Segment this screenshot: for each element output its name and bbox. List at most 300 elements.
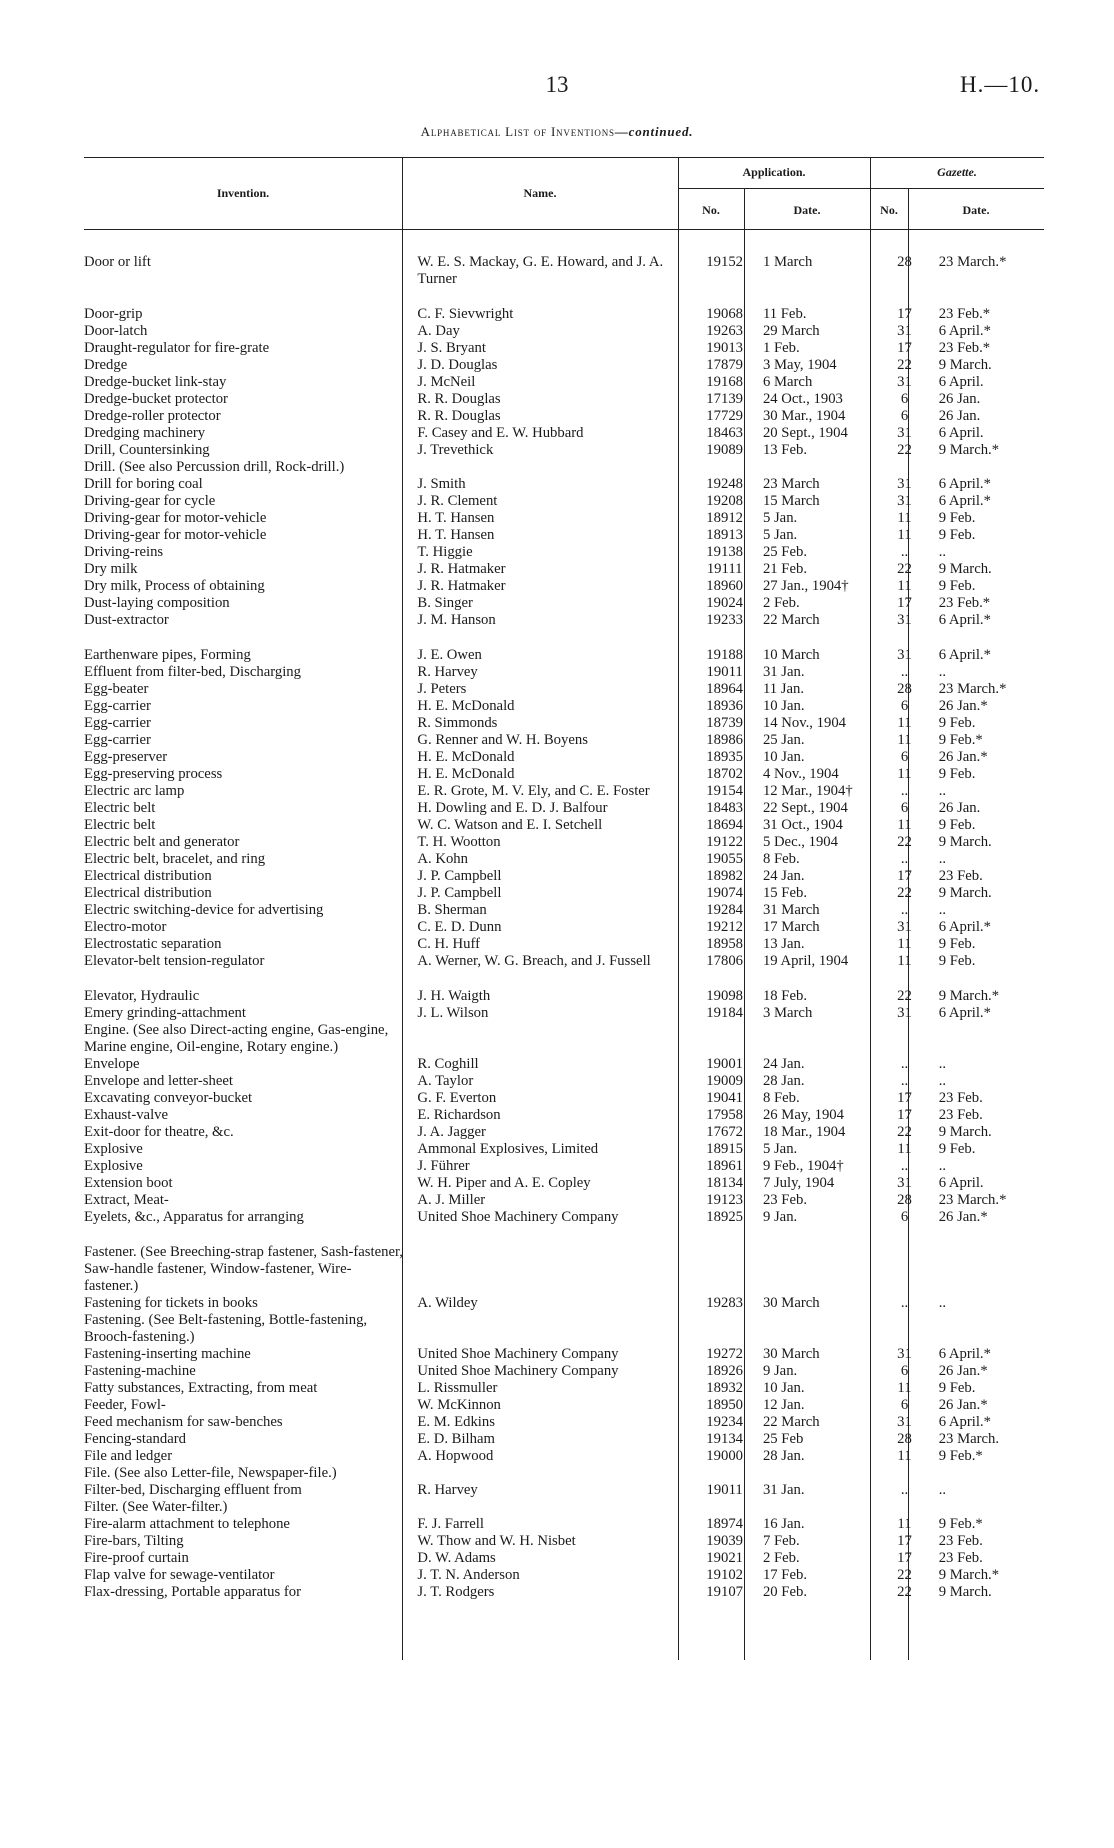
application-date-cell: 24 Oct., 1903: [762, 391, 843, 407]
name-cell: W. Thow and W. H. Nisbet: [417, 1533, 576, 1549]
name-cell: [411, 459, 696, 476]
application-date-cell: 12 Jan.: [762, 1397, 805, 1413]
page-title: [0, 124, 1114, 140]
application-date-cell: 10 Jan.: [762, 749, 805, 765]
application-number-cell: [696, 1499, 753, 1516]
name-cell: R. Harvey: [417, 664, 478, 680]
gazette-date-cell: 9 Feb.: [938, 510, 976, 526]
application-number-cell: 19021: [706, 1550, 743, 1566]
name-cell: R. Simmonds: [417, 715, 498, 731]
application-date-cell: 12 Mar., 1904†: [762, 783, 853, 799]
header-top-rule: [84, 157, 1044, 158]
application-number-cell: 19208: [706, 493, 743, 509]
table-row: [84, 254, 1044, 288]
gazette-date-cell: 9 Feb.: [938, 578, 976, 594]
gazette-number-cell: 31: [897, 1346, 912, 1362]
gazette-date-cell: ..: [938, 1295, 947, 1311]
table-row: [84, 1482, 1044, 1499]
application-date-cell: 15 Feb.: [762, 885, 807, 901]
invention-cell: Exit-door for theatre, &c.: [84, 1124, 234, 1140]
application-date-cell: 20 Sept., 1904: [762, 425, 848, 441]
application-date-cell: 30 Mar., 1904: [762, 408, 846, 424]
name-cell: E. D. Bilham: [417, 1431, 495, 1447]
header-bottom-rule: [84, 229, 1044, 230]
document-code: H.—10.: [960, 72, 1041, 97]
invention-cell: Extract, Meat-: [84, 1192, 169, 1208]
name-cell: H. E. McDonald: [417, 766, 515, 782]
invention-cell: Drill. (See also Percussion drill, Rock-drill.): [84, 459, 345, 475]
gazette-number-cell: 11: [897, 527, 912, 543]
name-cell: J. H. Waigth: [417, 988, 491, 1004]
gazette-number-cell: 31: [897, 476, 912, 492]
gazette-date-cell: 26 Jan.*: [938, 698, 988, 714]
application-number-cell: [696, 1244, 753, 1295]
gazette-number-cell: 6: [900, 391, 909, 407]
application-date-cell: 30 March: [762, 1346, 820, 1362]
application-number-cell: 17729: [706, 408, 743, 424]
application-number-cell: 18912: [706, 510, 743, 526]
invention-cell: Electro-motor: [84, 919, 167, 935]
name-cell: C. H. Huff: [417, 936, 480, 952]
gazette-date-cell: 9 Feb.: [938, 715, 976, 731]
invention-cell: Eyelets, &c., Apparatus for arranging: [84, 1209, 304, 1225]
application-number-cell: 19024: [706, 595, 743, 611]
table-row: [84, 919, 1044, 936]
application-date-cell: 2 Feb.: [762, 595, 800, 611]
name-cell: H. E. McDonald: [417, 698, 515, 714]
application-date-cell: 18 Feb.: [762, 988, 807, 1004]
invention-cell: Envelope: [84, 1056, 140, 1072]
gazette-date-cell: [925, 1244, 1044, 1295]
table-row: [84, 800, 1044, 817]
application-number-cell: 18986: [706, 732, 743, 748]
invention-cell: Driving-gear for motor-vehicle: [84, 510, 267, 526]
name-cell: R. Harvey: [417, 1482, 478, 1498]
table-row: [84, 664, 1044, 681]
gazette-date-cell: 23 Feb.: [938, 1107, 983, 1123]
table-row: [84, 1312, 1044, 1346]
application-date-cell: 10 March: [762, 647, 820, 663]
application-number-cell: 19089: [706, 442, 743, 458]
invention-cell: Egg-preserving process: [84, 766, 223, 782]
application-number-cell: 19055: [706, 851, 743, 867]
gazette-number-cell: 17: [897, 340, 912, 356]
application-date-cell: 8 Feb.: [762, 1090, 800, 1106]
table-row: [84, 817, 1044, 834]
table-row: [84, 1124, 1044, 1141]
application-date-cell: 24 Jan.: [762, 868, 805, 884]
invention-cell: File. (See also Letter-file, Newspaper-file.): [84, 1465, 337, 1481]
table-row: [84, 1073, 1044, 1090]
name-cell: R. Coghill: [417, 1056, 479, 1072]
col-header-application: Application.: [742, 165, 806, 179]
col-header-gaz-no: No.: [880, 203, 898, 217]
gazette-number-cell: ..: [900, 1073, 909, 1089]
table-row: [84, 1380, 1044, 1397]
gazette-number-cell: [884, 1244, 924, 1295]
gazette-number-cell: ..: [900, 1056, 909, 1072]
application-number-cell: 18982: [706, 868, 743, 884]
application-date-cell: 10 Jan.: [762, 698, 805, 714]
gazette-number-cell: ..: [900, 783, 909, 799]
name-cell: L. Rissmuller: [417, 1380, 498, 1396]
name-cell: [411, 1499, 696, 1516]
invention-cell: Engine. (See also Direct-acting engine, Gas-engine, Marine engine, Oil-engine, Rotary engine.): [84, 1022, 389, 1055]
application-date-cell: 11 Jan.: [762, 681, 805, 697]
application-date-cell: 5 Jan.: [762, 1141, 798, 1157]
invention-cell: Drill for boring coal: [84, 476, 203, 492]
gazette-number-cell: 6: [900, 800, 909, 816]
name-cell: United Shoe Machinery Company: [417, 1346, 619, 1362]
gazette-number-cell: 22: [897, 1567, 912, 1583]
gazette-number-cell: 31: [897, 919, 912, 935]
name-cell: E. Richardson: [417, 1107, 501, 1123]
name-cell: W. C. Watson and E. I. Setchell: [417, 817, 603, 833]
gazette-number-cell: 31: [897, 1005, 912, 1021]
table-row: [84, 425, 1044, 442]
name-cell: J. T. N. Anderson: [417, 1567, 520, 1583]
invention-cell: Dredge-bucket link-stay: [84, 374, 227, 390]
invention-cell: Electrical distribution: [84, 868, 212, 884]
application-number-cell: 19068: [706, 306, 743, 322]
table-row: [84, 1005, 1044, 1022]
gazette-number-cell: [884, 459, 924, 476]
application-date-cell: 6 March: [762, 374, 813, 390]
gazette-date-cell: [925, 1499, 1044, 1516]
application-number-cell: 18739: [706, 715, 743, 731]
application-date-cell: 7 Feb.: [762, 1533, 800, 1549]
name-cell: [411, 1244, 696, 1295]
application-date-cell: 14 Nov., 1904: [762, 715, 847, 731]
invention-cell: Driving-gear for cycle: [84, 493, 216, 509]
gazette-date-cell: ..: [938, 1056, 947, 1072]
application-number-cell: 19248: [706, 476, 743, 492]
gazette-date-cell: 6 April.*: [938, 493, 991, 509]
table-row: [84, 1295, 1044, 1312]
table-row: [84, 834, 1044, 851]
table-row: [84, 374, 1044, 391]
gazette-date-cell: 23 March.*: [938, 1192, 1007, 1208]
application-date-cell: 3 May, 1904: [762, 357, 837, 373]
table-row: [84, 1158, 1044, 1175]
name-cell: J. E. Owen: [417, 647, 482, 663]
application-number-cell: 18958: [706, 936, 743, 952]
gazette-date-cell: ..: [938, 1073, 947, 1089]
page-number: 13: [545, 72, 569, 97]
gazette-date-cell: 26 Jan.*: [938, 1397, 988, 1413]
name-cell: H. E. McDonald: [417, 749, 515, 765]
invention-cell: Electric switching-device for advertising: [84, 902, 324, 918]
gazette-date-cell: 9 Feb.: [938, 817, 976, 833]
gazette-number-cell: ..: [900, 902, 909, 918]
invention-cell: Fastening. (See Belt-fastening, Bottle-fastening, Brooch-fastening.): [84, 1312, 368, 1345]
gazette-date-cell: 9 Feb.: [938, 953, 976, 969]
section-gap: [84, 288, 1044, 306]
invention-cell: Filter. (See Water-filter.): [84, 1499, 228, 1515]
application-number-cell: 17672: [706, 1124, 743, 1140]
application-number-cell: 17139: [706, 391, 743, 407]
table-row: [84, 340, 1044, 357]
gazette-date-cell: 9 March.: [938, 885, 992, 901]
invention-cell: Egg-carrier: [84, 715, 151, 731]
invention-cell: Egg-preserver: [84, 749, 168, 765]
name-cell: F. Casey and E. W. Hubbard: [417, 425, 584, 441]
gazette-date-cell: 23 Feb.: [938, 1090, 983, 1106]
gazette-number-cell: ..: [900, 544, 909, 560]
name-cell: A. J. Miller: [417, 1192, 486, 1208]
application-number-cell: 18702: [706, 766, 743, 782]
application-date-cell: [753, 1244, 884, 1295]
application-number-cell: 19233: [706, 612, 743, 628]
table-row: [84, 1175, 1044, 1192]
invention-cell: Fastening-machine: [84, 1363, 196, 1379]
table-row: [84, 595, 1044, 612]
section-gap: [84, 629, 1044, 647]
table-row: [84, 681, 1044, 698]
gazette-number-cell: 11: [897, 578, 912, 594]
table-row: [84, 732, 1044, 749]
invention-cell: Feeder, Fowl-: [84, 1397, 166, 1413]
section-gap: [84, 970, 1044, 988]
gazette-number-cell: 31: [897, 647, 912, 663]
gazette-date-cell: 6 April.*: [938, 323, 991, 339]
application-date-cell: [753, 459, 884, 476]
gazette-date-cell: [925, 1312, 1044, 1346]
header-mid-rule: [678, 188, 1044, 189]
name-cell: T. Higgie: [417, 544, 473, 560]
application-date-cell: 22 March: [762, 612, 820, 628]
invention-cell: Electrical distribution: [84, 885, 212, 901]
gazette-date-cell: 6 April.: [938, 425, 984, 441]
name-cell: J. Führer: [417, 1158, 470, 1174]
name-cell: [411, 1465, 696, 1482]
gazette-number-cell: 28: [897, 1431, 912, 1447]
gazette-date-cell: 26 Jan.: [938, 391, 981, 407]
gazette-number-cell: 22: [897, 988, 912, 1004]
name-cell: H. Dowling and E. D. J. Balfour: [417, 800, 608, 816]
gazette-number-cell: 11: [897, 766, 912, 782]
table-row: [84, 561, 1044, 578]
table-row: [84, 749, 1044, 766]
section-gap: [84, 1226, 1044, 1244]
invention-cell: Feed mechanism for saw-benches: [84, 1414, 283, 1430]
gazette-number-cell: 11: [897, 1141, 912, 1157]
application-number-cell: 17958: [706, 1107, 743, 1123]
name-cell: J. R. Hatmaker: [417, 578, 506, 594]
application-number-cell: [696, 1465, 753, 1482]
name-cell: H. T. Hansen: [417, 510, 495, 526]
gazette-number-cell: ..: [900, 1295, 909, 1311]
invention-cell: Explosive: [84, 1158, 143, 1174]
application-number-cell: 19122: [706, 834, 743, 850]
inventions-table-body: [84, 254, 1044, 1601]
name-cell: J. P. Campbell: [417, 868, 502, 884]
name-cell: J. Peters: [417, 681, 467, 697]
gazette-date-cell: 6 April.*: [938, 647, 991, 663]
gazette-date-cell: [925, 1465, 1044, 1482]
invention-cell: Flap valve for sewage-ventilator: [84, 1567, 275, 1583]
gazette-number-cell: 31: [897, 1175, 912, 1191]
invention-cell: Egg-beater: [84, 681, 149, 697]
application-number-cell: 19234: [706, 1414, 743, 1430]
gazette-date-cell: 9 Feb.*: [938, 732, 983, 748]
name-cell: G. F. Everton: [417, 1090, 497, 1106]
table-row: [84, 527, 1044, 544]
name-cell: [411, 1312, 696, 1346]
invention-cell: Dredge-roller protector: [84, 408, 221, 424]
name-cell: C. F. Sievwright: [417, 306, 514, 322]
application-number-cell: 17806: [706, 953, 743, 969]
table-row: [84, 647, 1044, 664]
application-number-cell: 19011: [706, 664, 743, 680]
table-row: [84, 459, 1044, 476]
application-date-cell: 21 Feb.: [762, 561, 807, 577]
invention-cell: Egg-carrier: [84, 732, 151, 748]
invention-cell: Fastener. (See Breeching-strap fastener, Sash-fastener, Saw-handle fastener, Window-fastener, Wire-fastener.): [84, 1244, 403, 1294]
application-date-cell: 11 Feb.: [762, 306, 807, 322]
gazette-date-cell: 6 April.*: [938, 612, 991, 628]
application-date-cell: 5 Dec., 1904: [762, 834, 838, 850]
gazette-date-cell: 6 April.*: [938, 476, 991, 492]
table-row: [84, 1516, 1044, 1533]
application-number-cell: 19041: [706, 1090, 743, 1106]
gazette-number-cell: 6: [900, 1397, 909, 1413]
invention-cell: Fatty substances, Extracting, from meat: [84, 1380, 318, 1396]
application-date-cell: 18 Mar., 1904: [762, 1124, 846, 1140]
gazette-number-cell: 11: [897, 732, 912, 748]
invention-cell: Flax-dressing, Portable apparatus for: [84, 1584, 301, 1600]
gazette-number-cell: ..: [900, 851, 909, 867]
gazette-date-cell: 26 Jan.*: [938, 749, 988, 765]
application-number-cell: 18950: [706, 1397, 743, 1413]
invention-cell: Dust-extractor: [84, 612, 169, 628]
name-cell: A. Day: [417, 323, 460, 339]
application-number-cell: 19152: [706, 254, 743, 270]
application-date-cell: 9 Feb., 1904†: [762, 1158, 844, 1174]
table-row: [84, 1584, 1044, 1601]
application-date-cell: 27 Jan., 1904†: [762, 578, 849, 594]
application-date-cell: 13 Feb.: [762, 442, 807, 458]
gazette-date-cell: 9 March.: [938, 1584, 992, 1600]
gazette-date-cell: 9 Feb.: [938, 1380, 976, 1396]
application-date-cell: 3 March: [762, 1005, 813, 1021]
table-row: [84, 1499, 1044, 1516]
invention-cell: Fire-alarm attachment to telephone: [84, 1516, 290, 1532]
col-header-app-no: No.: [702, 203, 720, 217]
application-number-cell: 19102: [706, 1567, 743, 1583]
name-cell: J. M. Hanson: [417, 612, 496, 628]
gap-cell: [84, 629, 1044, 647]
invention-cell: Dry milk, Process of obtaining: [84, 578, 265, 594]
gazette-number-cell: 17: [897, 1090, 912, 1106]
invention-cell: Dust-laying composition: [84, 595, 230, 611]
gazette-date-cell: 23 Feb.: [938, 1533, 983, 1549]
invention-cell: Door-latch: [84, 323, 148, 339]
application-date-cell: 15 March: [762, 493, 820, 509]
invention-cell: Electric belt and generator: [84, 834, 240, 850]
inventions-table: [84, 254, 1044, 1601]
name-cell: Ammonal Explosives, Limited: [417, 1141, 599, 1157]
gazette-date-cell: 26 Jan.*: [938, 1209, 988, 1225]
gazette-number-cell: 22: [897, 834, 912, 850]
gazette-date-cell: 9 March.: [938, 834, 992, 850]
application-date-cell: 2 Feb.: [762, 1550, 800, 1566]
application-date-cell: 19 April, 1904: [762, 953, 849, 969]
application-date-cell: 25 Feb.: [762, 544, 807, 560]
name-cell: D. W. Adams: [417, 1550, 496, 1566]
application-date-cell: [753, 1499, 884, 1516]
application-date-cell: 31 Jan.: [762, 1482, 805, 1498]
application-number-cell: 19168: [706, 374, 743, 390]
invention-cell: Emery grinding-attachment: [84, 1005, 246, 1021]
table-row: [84, 391, 1044, 408]
gazette-date-cell: 9 Feb.: [938, 766, 976, 782]
gazette-number-cell: 22: [897, 442, 912, 458]
gazette-date-cell: ..: [938, 1158, 947, 1174]
invention-cell: Elevator-belt tension-regulator: [84, 953, 265, 969]
invention-cell: Exhaust-valve: [84, 1107, 169, 1123]
gazette-number-cell: 28: [897, 254, 912, 270]
gazette-date-cell: 6 April.*: [938, 919, 991, 935]
application-number-cell: 18694: [706, 817, 743, 833]
application-number-cell: 19009: [706, 1073, 743, 1089]
application-number-cell: 18935: [706, 749, 743, 765]
gap-cell: [84, 1226, 1044, 1244]
invention-cell: Door-grip: [84, 306, 143, 322]
gazette-number-cell: 31: [897, 493, 912, 509]
gazette-date-cell: 23 March.: [938, 1431, 1000, 1447]
application-number-cell: 19107: [706, 1584, 743, 1600]
application-number-cell: 19283: [706, 1295, 743, 1311]
name-cell: C. E. D. Dunn: [417, 919, 502, 935]
gazette-date-cell: 6 April.: [938, 374, 984, 390]
application-date-cell: 8 Feb.: [762, 851, 800, 867]
table-row: [84, 783, 1044, 800]
gazette-number-cell: ..: [900, 1158, 909, 1174]
table-row: [84, 698, 1044, 715]
invention-cell: Dredging machinery: [84, 425, 206, 441]
invention-cell: Dredge: [84, 357, 128, 373]
name-cell: J. R. Hatmaker: [417, 561, 506, 577]
application-number-cell: 19011: [706, 1482, 743, 1498]
application-number-cell: 19123: [706, 1192, 743, 1208]
gazette-number-cell: 22: [897, 885, 912, 901]
invention-cell: Excavating conveyor-bucket: [84, 1090, 253, 1106]
name-cell: J. A. Jagger: [417, 1124, 486, 1140]
name-cell: W. McKinnon: [417, 1397, 501, 1413]
application-date-cell: 5 Jan.: [762, 510, 798, 526]
gazette-number-cell: 22: [897, 1124, 912, 1140]
gazette-number-cell: 17: [897, 595, 912, 611]
table-row: [84, 493, 1044, 510]
table-row: [84, 715, 1044, 732]
gazette-date-cell: 6 April.*: [938, 1005, 991, 1021]
application-number-cell: 19272: [706, 1346, 743, 1362]
gazette-date-cell: 23 March.*: [938, 681, 1007, 697]
application-number-cell: [696, 1022, 753, 1056]
gazette-date-cell: 9 Feb.: [938, 936, 976, 952]
name-cell: A. Taylor: [417, 1073, 474, 1089]
table-row: [84, 868, 1044, 885]
application-date-cell: 1 March: [762, 254, 813, 270]
gazette-number-cell: 17: [897, 1533, 912, 1549]
gazette-number-cell: 22: [897, 561, 912, 577]
application-date-cell: 29 March: [762, 323, 820, 339]
invention-cell: Electric belt: [84, 817, 156, 833]
gazette-date-cell: 9 Feb.: [938, 527, 976, 543]
invention-cell: Elevator, Hydraulic: [84, 988, 200, 1004]
application-date-cell: 28 Jan.: [762, 1448, 805, 1464]
